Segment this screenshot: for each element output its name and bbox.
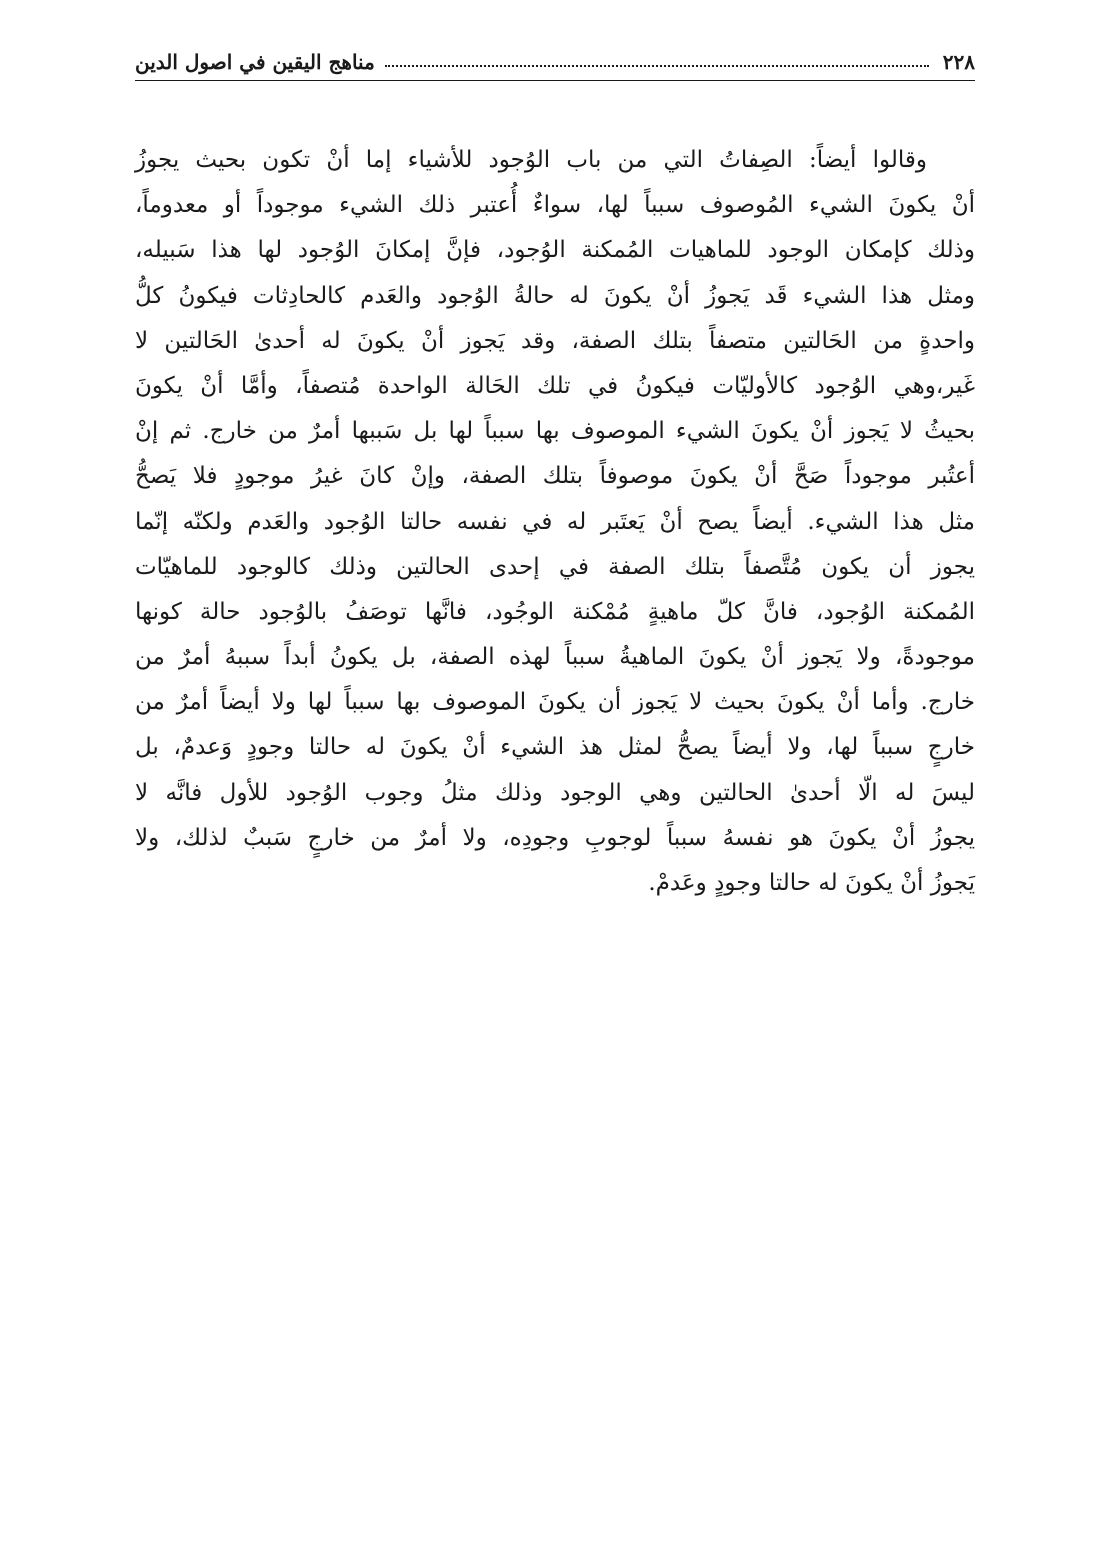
text-line: يجوز أن يكون مُتَّصفاً بتلك الصفة في إحدى الحالتين وذلك كالوجود للماهيّات bbox=[135, 553, 975, 580]
text-line: غَير،وهي الوُجود كالأوليّات فيكونُ في تلك الحَالة الواحدة مُتصفاً، وأمَّا أنْ يكونَ bbox=[135, 372, 975, 399]
dotted-leader bbox=[385, 65, 929, 67]
book-title: مناهج اليقين في اصول الدين bbox=[135, 50, 375, 74]
running-header bbox=[135, 34, 975, 74]
text-line: ليسَ له الّا أحدىٰ الحالتين وهي الوجود وذلك مثلُ وجوب الوُجود للأول فانَّه لا bbox=[135, 779, 975, 806]
text-line: موجودةً، ولا يَجوز أنْ يكونَ الماهيةُ سبباً لهذه الصفة، بل يكونُ أبداً سببهُ أمرٌ من bbox=[135, 644, 975, 671]
text-line: ومثل هذا الشيء قَد يَجوزُ أنْ يكونَ له حالةُ الوُجود والعَدم كالحادِثات فيكونُ كلُّ bbox=[135, 282, 975, 309]
header-rule bbox=[135, 80, 975, 81]
text-line: بحيثُ لا يَجوز أنْ يكونَ الشيء الموصوف بها سبباً لها بل سَببها أمرٌ من خارج. ثم إنْ bbox=[135, 418, 975, 445]
text-line: وقالوا أيضاً: الصِفاتُ التي من باب الوُجود للأشياء إما أنْ تكون بحيث يجوزُ bbox=[135, 147, 927, 173]
body-text bbox=[135, 138, 975, 906]
text-line: وذلك كإمكان الوجود للماهيات المُمكنة الوُجود، فإنَّ إمكانَ الوُجود لها هذا سَبيله، bbox=[135, 237, 975, 264]
text-line: يجوزُ أنْ يكونَ هو نفسهُ سبباً لوجوبِ وجودِه، ولا أمرٌ من خارجٍ سَببٌ لذلك، ولا bbox=[135, 824, 975, 851]
text-line: المُمكنة الوُجود، فانَّ كلّ ماهيةٍ مُمْكنة الوجُود، فانَّها توصَفُ بالوُجود حالة كونها bbox=[135, 598, 975, 625]
text-line: خارج. وأما أنْ يكونَ بحيث لا يَجوز أن يكونَ الموصوف بها سبباً لها ولا أيضاً أمرٌ من bbox=[135, 689, 975, 716]
page-number: ٢٢٨ bbox=[942, 50, 975, 74]
text-line: خارجٍ سبباً لها، ولا أيضاً يصحُّ لمثل هذ الشيء أنْ يكونَ له حالتا وجودٍ وَعدمٌ، بل bbox=[135, 734, 975, 761]
text-line: أنْ يكونَ الشيء المُوصوف سبباً لها، سواءٌ أُعتبر ذلك الشيء موجوداً أو معدوماً، bbox=[135, 192, 975, 219]
text-line: واحدةٍ من الحَالتين متصفاً بتلك الصفة، وقد يَجوز أنْ يكونَ له أحدىٰ الحَالتين لا bbox=[135, 327, 975, 354]
text-line: مثل هذا الشيء. أيضاً يصح أنْ يَعتَبر له في نفسه حالتا الوُجود والعَدم ولكنّه إنّما bbox=[135, 508, 975, 535]
text-line: يَجوزُ أنْ يكونَ له حالتا وجودٍ وعَدمْ. bbox=[648, 870, 975, 896]
text-line: أعتُبر موجوداً صَحَّ أنْ يكونَ موصوفاً بتلك الصفة، وإنْ كانَ غيرُ موجودٍ فلا يَصحُّ bbox=[135, 463, 975, 490]
